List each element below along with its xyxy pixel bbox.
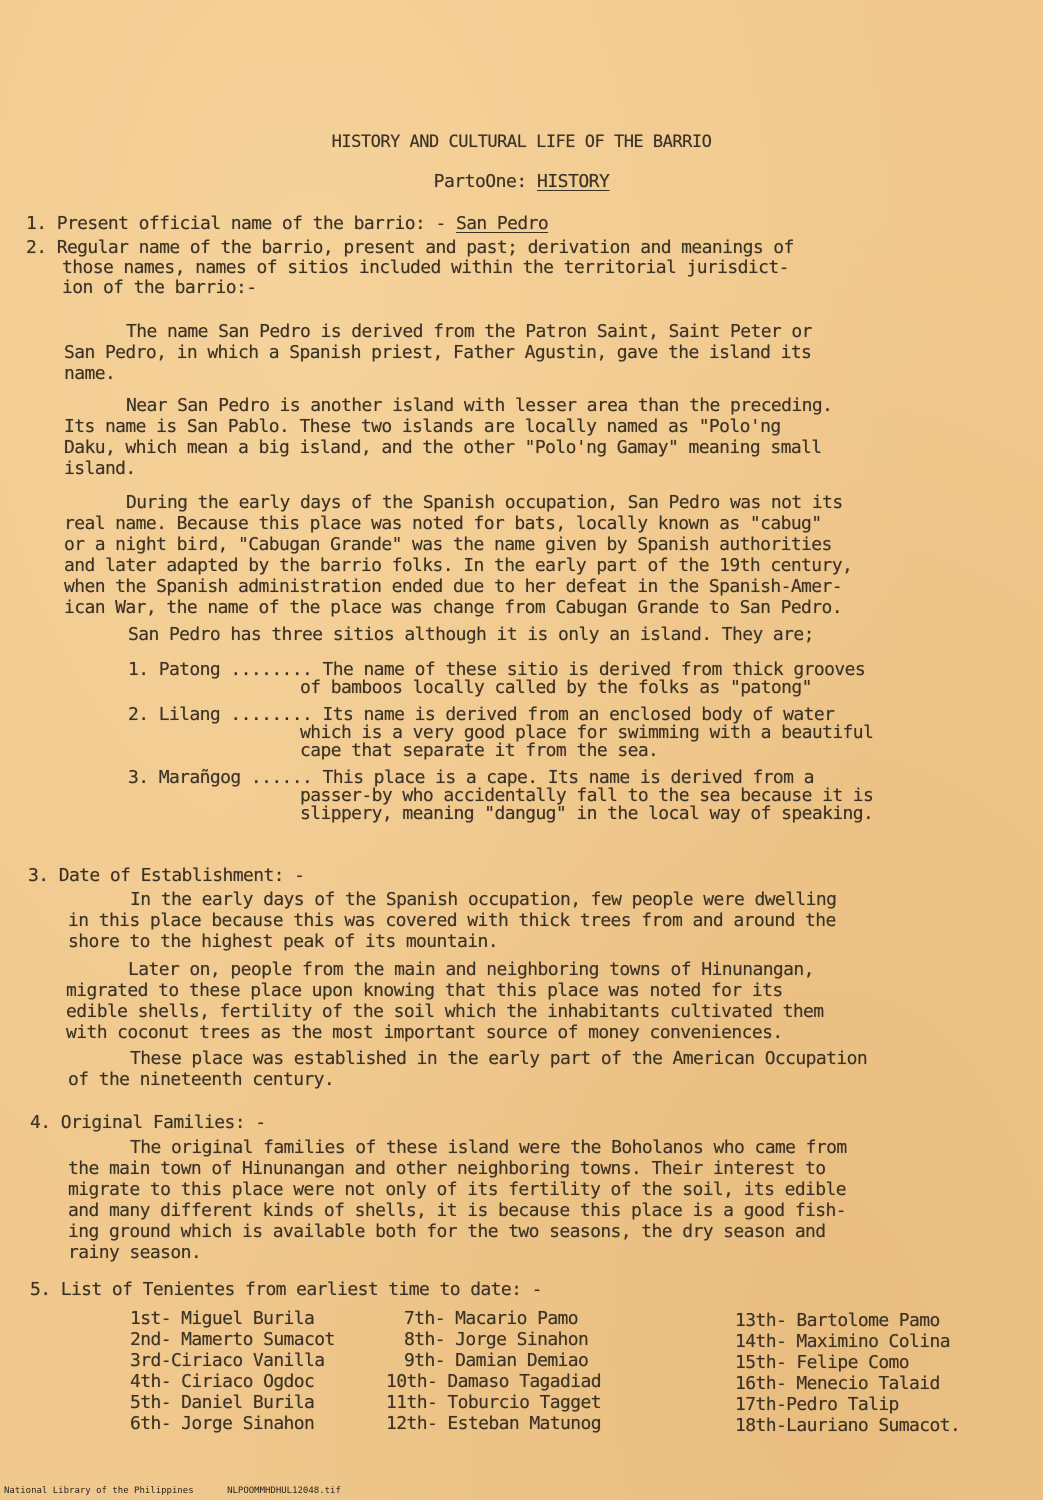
- teniente-entry: 4th- Ciriaco Ogdoc: [130, 1371, 315, 1392]
- paragraph-line: or a night bird, "Cabugan Grande" was the name given by Spanish authorities: [64, 534, 832, 555]
- paragraph-line: In the early days of the Spanish occupation, few people were dwelling: [130, 889, 837, 910]
- paragraph-line: and later adapted by the barrio folks. In the early part of the 19th century,: [64, 555, 853, 576]
- sitio-lilang: [128, 705, 873, 762]
- paragraph-established: [68, 1049, 867, 1091]
- tenientes-column-1: [130, 1309, 335, 1435]
- teniente-entry: 11th- Toburcio Tagget: [386, 1392, 601, 1413]
- question-5: 5. List of Tenientes from earliest time to date: -: [30, 1279, 542, 1300]
- paragraph-line: real name. Because this place was noted for bats, locally known as "cabug": [64, 513, 822, 534]
- paragraph-line: rainy season.: [68, 1242, 202, 1263]
- teniente-entry: 3rd-Ciriaco Vanilla: [130, 1350, 325, 1371]
- document-title: HISTORY AND CULTURAL LIFE OF THE BARRIO: [331, 132, 712, 152]
- part-label: PartoOne:: [433, 171, 537, 192]
- paragraph-line: During the early days of the Spanish occupation, San Pedro was not its: [126, 492, 843, 513]
- sitio-line: 3. Marañgog ...... This place is a cape. Its name is derived from a: [128, 767, 814, 788]
- paragraph-line: when the Spanish administration ended due to her defeat in the Spanish-Amer-: [64, 576, 843, 597]
- sitio-line: passer-by who accidentally fall to the sea because it is: [300, 785, 874, 806]
- paragraph-line: in this place because this was covered with thick trees from and around the: [68, 910, 836, 931]
- teniente-entry: 14th- Maximino Colina: [735, 1331, 950, 1352]
- sitio-line: slippery, meaning "dangug" in the local way of speaking.: [300, 803, 874, 824]
- paragraph-line: migrate to this place were not only of its fertility of the soil, its edible: [68, 1179, 847, 1200]
- paragraph-line: Near San Pedro is another island with lesser area than the preceding.: [126, 395, 833, 416]
- question-1-label: 1. Present official name of the barrio: -: [26, 213, 456, 234]
- paragraph-name-origin: [64, 322, 812, 385]
- paragraph-line: name.: [64, 363, 116, 384]
- teniente-entry: 2nd- Mamerto Sumacot: [130, 1329, 335, 1350]
- paragraph-line: of the nineteenth century.: [68, 1069, 335, 1090]
- teniente-entry: 18th-Lauriano Sumacot.: [735, 1415, 961, 1436]
- sitio-patong: [128, 660, 865, 699]
- paragraph-line: ing ground which is available both for the two seasons, the dry season and: [68, 1221, 826, 1242]
- teniente-entry: 1st- Miguel Burila: [130, 1308, 315, 1329]
- paragraph-original-families: [68, 1138, 847, 1264]
- teniente-entry: 13th- Bartolome Pamo: [735, 1310, 940, 1331]
- question-4: 4. Original Families: -: [30, 1112, 266, 1133]
- sitio-marangog: [128, 768, 873, 825]
- paragraph-line: migrated to these place upon knowing that this place was noted for its: [66, 980, 783, 1001]
- teniente-entry: 9th- Damian Demiao: [404, 1350, 589, 1371]
- footer-filename: NLPOOMMHDHUL12048.tif: [227, 1486, 341, 1496]
- paragraph-sitios-intro: San Pedro has three sitios although it is only an island. They are;: [128, 624, 814, 645]
- part-title: HISTORY: [537, 171, 610, 192]
- question-2: [26, 238, 794, 299]
- paragraph-line: These place was established in the early part of the American Occupation: [130, 1048, 868, 1069]
- teniente-entry: 12th- Esteban Matunog: [386, 1413, 601, 1434]
- sitio-line: 1. Patong ........ The name of these sitio is derived from thick grooves: [128, 659, 866, 680]
- teniente-entry: 17th-Pedro Talip: [735, 1394, 899, 1415]
- question-2-line: those names, names of sitios included within the territorial jurisdict-: [62, 257, 789, 278]
- paragraph-line: Daku, which mean a big island, and the other "Polo'ng Gamay" meaning small: [64, 437, 822, 458]
- paragraph-line: island.: [64, 458, 136, 479]
- paragraph-line: Its name is San Pablo. These two islands are locally named as "Polo'ng: [64, 416, 781, 437]
- teniente-entry: 15th- Felipe Como: [735, 1352, 910, 1373]
- scan-footer: [4, 1486, 369, 1496]
- paragraph-line: shore to the highest peak of its mountain.: [68, 931, 498, 952]
- question-2-line: ion of the barrio:-: [62, 277, 257, 298]
- paragraph-san-pablo: [64, 396, 832, 480]
- tenientes-column-2: [386, 1309, 601, 1435]
- paragraph-line: The name San Pedro is derived from the Patron Saint, Saint Peter or: [126, 321, 812, 342]
- sitio-line: which is a very good place for swimming with a beautiful: [300, 722, 874, 743]
- question-2-line: 2. Regular name of the barrio, present and past; derivation and meanings of: [26, 237, 794, 258]
- paragraph-line: edible shells, fertility of the soil which the inhabitants cultivated them: [66, 1001, 824, 1022]
- teniente-entry: 8th- Jorge Sinahon: [404, 1329, 589, 1350]
- paragraph-line: The original families of these island were the Boholanos who came from: [130, 1137, 847, 1158]
- paragraph-line: ican War, the name of the place was change from Cabugan Grande to San Pedro.: [64, 597, 843, 618]
- question-1-answer: San Pedro: [455, 213, 549, 234]
- teniente-entry: 6th- Jorge Sinahon: [130, 1413, 315, 1434]
- teniente-entry: 5th- Daniel Burila: [130, 1392, 315, 1413]
- paragraph-early-days: [68, 890, 836, 953]
- paragraph-migration: [66, 960, 824, 1044]
- paragraph-line: the main town of Hinunangan and other neighboring towns. Their interest to: [68, 1158, 826, 1179]
- teniente-entry: 7th- Macario Pamo: [404, 1308, 579, 1329]
- paragraph-line: and many different kinds of shells, it is because this place is a good fish-: [68, 1200, 847, 1221]
- part-heading: [0, 172, 1043, 192]
- paragraph-line: San Pedro, in which a Spanish priest, Father Agustin, gave the island its: [64, 342, 812, 363]
- sitio-line: 2. Lilang ........ Its name is derived from an enclosed body of water: [128, 704, 835, 725]
- paragraph-spanish-occupation: [64, 493, 852, 619]
- teniente-entry: 10th- Damaso Tagadiad: [386, 1371, 601, 1392]
- tenientes-column-3: [735, 1311, 960, 1437]
- paragraph-line: with coconut trees as the most important source of money conveniences.: [66, 1022, 783, 1043]
- sitio-line: cape that separate it from the sea.: [300, 740, 659, 761]
- sitio-line: of bamboos locally called by the folks as "patong": [300, 677, 812, 698]
- question-3: 3. Date of Establishment: -: [28, 865, 305, 886]
- paragraph-line: Later on, people from the main and neighboring towns of Hinunangan,: [128, 959, 814, 980]
- question-1: [26, 214, 548, 234]
- teniente-entry: 16th- Menecio Talaid: [735, 1373, 940, 1394]
- footer-library: National Library of the Philippines: [4, 1486, 194, 1496]
